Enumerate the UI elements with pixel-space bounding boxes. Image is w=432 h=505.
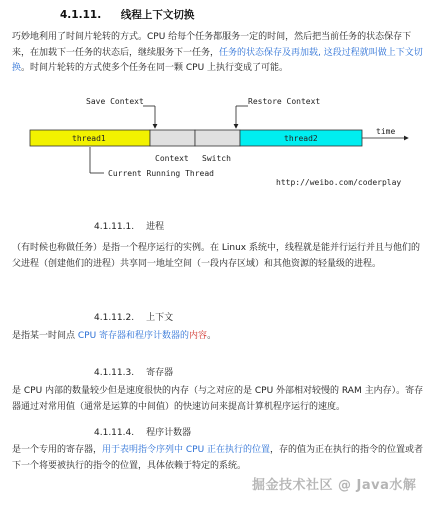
save-context-label: Save Context xyxy=(86,97,144,106)
switch-label: Switch xyxy=(202,154,231,163)
pc-text-pre: 是一个专用的寄存器， xyxy=(12,445,103,455)
context-paragraph xyxy=(12,329,426,345)
context-text-pre: 是指某一时间点 xyxy=(12,331,78,341)
context-label: Context xyxy=(155,154,189,163)
current-running-label: Current Running Thread xyxy=(108,169,214,178)
context-highlight-red: 内容 xyxy=(189,331,208,341)
subheading-number: 4.1.11.2. xyxy=(94,313,135,323)
source-url: http://weibo.com/coderplay xyxy=(276,178,402,187)
heading-number: 4.1.11. xyxy=(60,9,102,21)
intro-highlight: 任务的状态保存及再加载, 这段过程就叫做上下文切换 xyxy=(12,47,423,73)
restore-context-label: Restore Context xyxy=(248,97,321,106)
thread2-label: thread2 xyxy=(284,134,318,143)
subheading-title: 上下文 xyxy=(146,313,174,323)
subheading-register xyxy=(94,365,173,378)
subheading-number: 4.1.11.4. xyxy=(94,428,135,438)
subheading-number: 4.1.11.1. xyxy=(94,222,135,232)
register-paragraph: 是 CPU 内部的数量较少但是速度很快的内存（与之对应的是 CPU 外部相对较慢的 RAM 主内存）。寄存器通过对常用值（通常是运算的中间值）的快速访问来提高计算机程序运行的速度。 xyxy=(12,386,424,412)
intro-paragraph xyxy=(12,30,426,77)
heading-title: 线程上下文切换 xyxy=(120,9,195,21)
process-paragraph: （有时候也称做任务）是指一个程序运行的实例。在 Linux 系统中，线程就是能并行运行并且与他们的父进程（创建他们的进程）共享同一地址空间（一段内存区域）和其他资源的轻量级的进程。 xyxy=(12,243,420,269)
subheading-context xyxy=(94,310,173,323)
time-label: time xyxy=(376,127,396,136)
watermark: 掘金技术社区 @ Java水解 xyxy=(252,478,417,493)
context-text-post: 。 xyxy=(207,331,217,341)
section-heading xyxy=(60,7,194,22)
subheading-title: 进程 xyxy=(146,222,165,232)
thread1-label: thread1 xyxy=(72,134,106,143)
context-highlight: CPU 寄存器和程序计数器的 xyxy=(77,331,190,341)
intro-text-2: 。时间片轮转的方式使多个任务在同一颗 CPU 上执行变成了可能。 xyxy=(21,63,289,73)
subheading-title: 寄存器 xyxy=(146,368,174,378)
context-switch-diagram xyxy=(0,92,432,192)
subheading-title: 程序计数器 xyxy=(146,428,192,438)
pc-highlight: 用于表明指令序列中 CPU 正在执行的位置 xyxy=(102,445,271,455)
intro-text-1: 巧妙地利用了时间片轮转的方式。CPU 给每个任务都服务一定的时间，然后把当前任务的状态保存下来，在加载下一任务的状态后，继续服务下一任务， xyxy=(12,32,412,58)
subheading-program-counter xyxy=(94,425,191,438)
pc-text-post: ，存的值为正在执行的指令的位置或者下一个将要被执行的指令的位置，具体依赖于特定的系统。 xyxy=(12,445,424,471)
subheading-process xyxy=(94,219,164,232)
program-counter-paragraph xyxy=(12,443,426,474)
switch-segment xyxy=(195,130,240,146)
subheading-number: 4.1.11.3. xyxy=(94,368,135,378)
context-segment xyxy=(150,130,195,146)
